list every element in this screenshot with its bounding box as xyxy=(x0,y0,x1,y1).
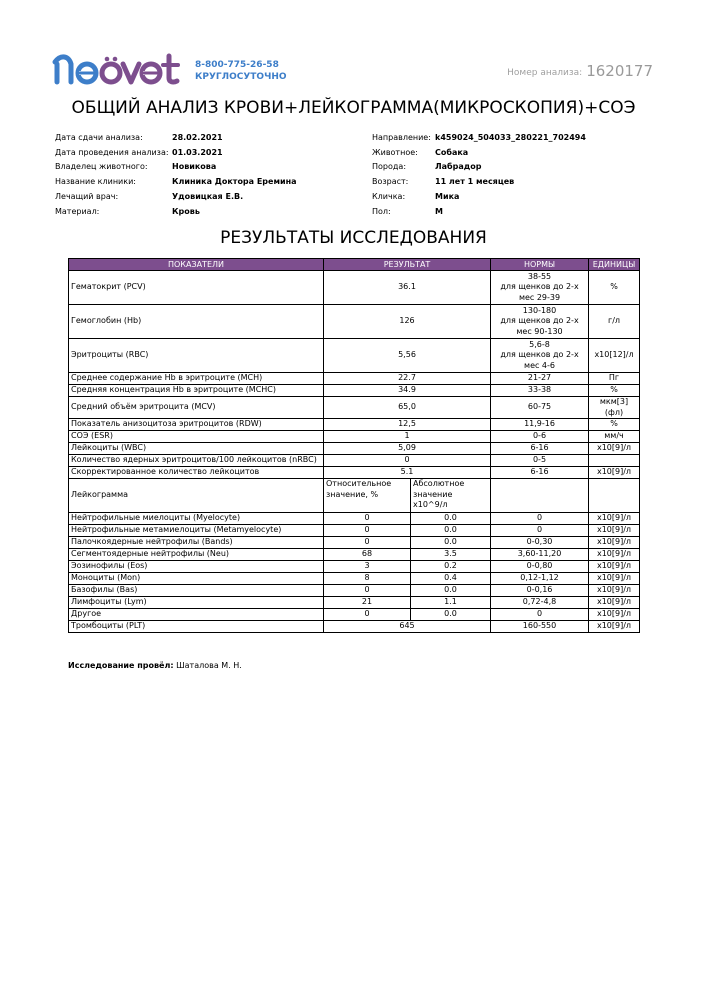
unit-value: x10[9]/л xyxy=(589,609,640,621)
indicator-name: Средний объём эритроцита (MCV) xyxy=(69,397,324,419)
header-line: Относительное xyxy=(326,479,392,488)
indicator-name: Количество ядерных эритроцитов/100 лейкоцитов (nRBC) xyxy=(69,455,324,467)
unit-value: x10[9]/л xyxy=(589,561,640,573)
info-label: Дата сдачи анализа: xyxy=(55,133,143,142)
unit-value: % xyxy=(589,271,640,305)
norm-value xyxy=(491,419,589,431)
relative-value-header xyxy=(324,479,411,513)
info-row xyxy=(55,131,297,146)
norm-value: 0,72-4,8 xyxy=(491,597,589,609)
header-norms: НОРМЫ xyxy=(491,259,589,271)
result-value: 645 xyxy=(324,621,491,633)
norm-value: 0 xyxy=(491,513,589,525)
norm-line: 21-27 xyxy=(527,373,552,383)
norm-value: 0-0,80 xyxy=(491,561,589,573)
neovet-logo xyxy=(51,50,189,90)
norm-line: 6-16 xyxy=(530,467,549,477)
relative-value: 0 xyxy=(324,513,411,525)
info-left xyxy=(55,131,297,219)
table-row xyxy=(69,597,640,609)
page-title: ОБЩИЙ АНАЛИЗ КРОВИ+ЛЕЙКОГРАММА(МИКРОСКОПИЯ)+СОЭ xyxy=(71,98,636,118)
info-value: Кровь xyxy=(172,206,200,216)
norm-value: 3,60-11,20 xyxy=(491,549,589,561)
table-row xyxy=(69,609,640,621)
absolute-value-header xyxy=(411,479,491,513)
norm-value: 160-550 xyxy=(491,621,589,633)
unit-value: x10[9]/л xyxy=(589,549,640,561)
footer xyxy=(68,661,242,670)
norm-value xyxy=(491,443,589,455)
table-row xyxy=(69,549,640,561)
table-row xyxy=(69,525,640,537)
table-row xyxy=(69,513,640,525)
indicator-name: Палочкоядерные нейтрофилы (Bands) xyxy=(69,537,324,549)
result-value: 0 xyxy=(324,455,491,467)
result-value: 12,5 xyxy=(324,419,491,431)
header-line: значение xyxy=(413,489,453,499)
absolute-value: 0.0 xyxy=(411,609,491,621)
indicator-name: Эритроциты (RBC) xyxy=(69,339,324,373)
indicator-name: Тромбоциты (PLT) xyxy=(69,621,324,633)
table-row xyxy=(69,621,640,633)
header xyxy=(0,0,707,95)
info-label: Пол: xyxy=(372,206,391,216)
info-row xyxy=(55,205,297,220)
result-value: 126 xyxy=(324,305,491,339)
info-value: М xyxy=(435,206,443,216)
leukogram-header-row xyxy=(69,479,640,513)
norm-line: для щенков до 2-х xyxy=(500,350,579,360)
results-table xyxy=(68,258,640,633)
indicator-name: Скорректированное количество лейкоцитов xyxy=(69,467,324,479)
absolute-value: 0.0 xyxy=(411,525,491,537)
table-row xyxy=(69,339,640,373)
indicator-name: Лимфоциты (Lym) xyxy=(69,597,324,609)
relative-value: 68 xyxy=(324,549,411,561)
info-row xyxy=(372,146,586,161)
indicator-name: Нейтрофильные метамиелоциты (Metamyelocyte) xyxy=(69,525,324,537)
result-value: 22.7 xyxy=(324,373,491,385)
header-line: Абсолютное xyxy=(413,479,465,488)
header-line: x10^9/л xyxy=(413,500,448,509)
norm-value: 0-0,30 xyxy=(491,537,589,549)
table-row xyxy=(69,419,640,431)
info-label: Кличка: xyxy=(372,191,406,201)
unit-value: x10[12]/л xyxy=(589,339,640,373)
absolute-value: 0.0 xyxy=(411,537,491,549)
relative-value: 0 xyxy=(324,585,411,597)
header-result: РЕЗУЛЬТАТ xyxy=(324,259,491,271)
norm-value xyxy=(491,455,589,467)
unit-value: x10[9]/л xyxy=(589,537,640,549)
norm-value xyxy=(491,431,589,443)
indicator-name: Базофилы (Bas) xyxy=(69,585,324,597)
indicator-name: Средняя концентрация Hb в эритроците (MCHC) xyxy=(69,385,324,397)
unit-value xyxy=(589,455,640,467)
table-row xyxy=(69,537,640,549)
norm-value xyxy=(491,305,589,339)
unit-value: x10[9]/л xyxy=(589,513,640,525)
table-row xyxy=(69,385,640,397)
indicator-name: Эозинофилы (Eos) xyxy=(69,561,324,573)
phone-number[interactable]: 8-800-775-26-58 xyxy=(195,60,279,70)
info-label: Владелец животного: xyxy=(55,162,148,172)
analysis-number-label: Номер анализа: xyxy=(507,68,583,78)
absolute-value: 1.1 xyxy=(411,597,491,609)
table-row xyxy=(69,443,640,455)
unit-value: x10[9]/л xyxy=(589,467,640,479)
unit-value: Пг xyxy=(589,373,640,385)
norm-line: 0-6 xyxy=(532,431,547,441)
info-value: Клиника Доктора Еремина xyxy=(172,177,297,187)
norm-line: для щенков до 2-х xyxy=(500,316,579,326)
indicator-name: Показатель анизоцитоза эритроцитов (RDW) xyxy=(69,419,324,431)
norm-line: 33-38 xyxy=(527,385,552,395)
info-value: Удовицкая Е.В. xyxy=(172,191,244,201)
table-row xyxy=(69,585,640,597)
absolute-value: 0.0 xyxy=(411,585,491,597)
norm-line: 0-5 xyxy=(532,455,547,465)
norm-value xyxy=(491,339,589,373)
absolute-value: 0.0 xyxy=(411,513,491,525)
norm-value: 0 xyxy=(491,525,589,537)
info-row xyxy=(55,160,297,175)
norm-value xyxy=(491,271,589,305)
indicator-name: Сегментоядерные нейтрофилы (Neu) xyxy=(69,549,324,561)
info-label: Животное: xyxy=(372,147,418,157)
absolute-value: 0.2 xyxy=(411,561,491,573)
table-row xyxy=(69,397,640,419)
info-value: 01.03.2021 xyxy=(172,147,223,157)
norm-line: для щенков до 2-х xyxy=(500,282,579,292)
unit-value: x10[9]/л xyxy=(589,443,640,455)
indicator-name: Гематокрит (PCV) xyxy=(69,271,324,305)
info-label: Направление: xyxy=(372,133,431,142)
indicator-name: Среднее содержание Hb в эритроците (MCH) xyxy=(69,373,324,385)
indicator-name: Гемоглобин (Hb) xyxy=(69,305,324,339)
info-row xyxy=(372,175,586,190)
norm-value xyxy=(491,373,589,385)
table-row xyxy=(69,373,640,385)
relative-value: 0 xyxy=(324,609,411,621)
indicator-name: Другое xyxy=(69,609,324,621)
relative-value: 0 xyxy=(324,525,411,537)
info-label: Возраст: xyxy=(372,177,409,187)
table-row xyxy=(69,271,640,305)
absolute-value: 0.4 xyxy=(411,573,491,585)
info-value: 11 лет 1 месяцев xyxy=(435,177,515,187)
result-value: 5,56 xyxy=(324,339,491,373)
norm-value xyxy=(491,385,589,397)
footer-label: Исследование провёл: xyxy=(68,661,174,670)
footer-value: Шаталова М. Н. xyxy=(176,661,242,670)
unit-value: x10[9]/л xyxy=(589,585,640,597)
result-value: 65,0 xyxy=(324,397,491,419)
relative-value: 21 xyxy=(324,597,411,609)
phone-note: КРУГЛОСУТОЧНО xyxy=(195,72,287,82)
info-row xyxy=(372,131,586,146)
table-row xyxy=(69,431,640,443)
unit-value: x10[9]/л xyxy=(589,621,640,633)
info-row xyxy=(55,175,297,190)
relative-value: 8 xyxy=(324,573,411,585)
result-value: 36.1 xyxy=(324,271,491,305)
info-row xyxy=(372,190,586,205)
indicator-name: Нейтрофильные миелоциты (Myelocyte) xyxy=(69,513,324,525)
info-label: Лечащий врач: xyxy=(55,191,119,201)
info-value: Лабрадор xyxy=(435,162,482,172)
unit-value: x10[9]/л xyxy=(589,573,640,585)
norm-value: 0,12-1,12 xyxy=(491,573,589,585)
results-table-body xyxy=(69,271,640,633)
result-value: 5,09 xyxy=(324,443,491,455)
header-units: ЕДИНИЦЫ xyxy=(589,259,640,271)
unit-value: % xyxy=(589,385,640,397)
result-value: 1 xyxy=(324,431,491,443)
norm-line: 38-55 xyxy=(527,271,552,281)
analysis-number-block xyxy=(507,62,653,80)
info-row xyxy=(372,160,586,175)
info-value: 28.02.2021 xyxy=(172,133,223,142)
header-indicators: ПОКАЗАТЕЛИ xyxy=(69,259,324,271)
norm-line: мес 29-39 xyxy=(518,292,561,302)
relative-value: 0 xyxy=(324,537,411,549)
info-right xyxy=(372,131,586,219)
results-title: РЕЗУЛЬТАТЫ ИССЛЕДОВАНИЯ xyxy=(220,228,487,248)
norm-line: мес 90-130 xyxy=(516,326,563,336)
empty-cell xyxy=(491,479,589,513)
table-row xyxy=(69,573,640,585)
table-row xyxy=(69,561,640,573)
analysis-number: 1620177 xyxy=(586,62,653,80)
info-row xyxy=(372,205,586,220)
info-value: k459024_504033_280221_702494 xyxy=(435,133,586,142)
info-label: Дата проведения анализа: xyxy=(55,147,169,157)
unit-value: x10[9]/л xyxy=(589,525,640,537)
info-label: Название клиники: xyxy=(55,177,136,187)
indicator-name: СОЭ (ESR) xyxy=(69,431,324,443)
header-line: значение, % xyxy=(326,489,379,499)
info-value: Собака xyxy=(435,147,469,157)
norm-line: 11,9-16 xyxy=(524,419,555,429)
unit-value: мм/ч xyxy=(589,431,640,443)
unit-value: x10[9]/л xyxy=(589,597,640,609)
info-value: Мика xyxy=(435,191,460,201)
norm-line: 130-180 xyxy=(522,305,557,315)
leukogram-label: Лейкограмма xyxy=(69,479,324,513)
norm-value xyxy=(491,397,589,419)
absolute-value: 3.5 xyxy=(411,549,491,561)
norm-value: 0 xyxy=(491,609,589,621)
table-row xyxy=(69,305,640,339)
norm-line: мес 4-6 xyxy=(524,360,555,370)
unit-value: г/л xyxy=(589,305,640,339)
indicator-name: Моноциты (Mon) xyxy=(69,573,324,585)
norm-line: 5,6-8 xyxy=(529,339,550,349)
relative-value: 3 xyxy=(324,561,411,573)
info-row xyxy=(55,146,297,161)
table-row xyxy=(69,467,640,479)
unit-value: мкм[3](фл) xyxy=(589,397,640,419)
norm-value: 0-0,16 xyxy=(491,585,589,597)
unit-value: % xyxy=(589,419,640,431)
empty-cell xyxy=(589,479,640,513)
table-row xyxy=(69,455,640,467)
norm-line: 60-75 xyxy=(527,402,552,412)
result-value: 34.9 xyxy=(324,385,491,397)
info-label: Порода: xyxy=(372,162,407,172)
indicator-name: Лейкоциты (WBC) xyxy=(69,443,324,455)
info-label: Материал: xyxy=(55,206,100,216)
norm-value xyxy=(491,467,589,479)
table-header-row xyxy=(69,259,640,271)
phone-block xyxy=(195,59,287,83)
result-value: 5.1 xyxy=(324,467,491,479)
norm-line: 6-16 xyxy=(530,443,549,453)
info-value: Новикова xyxy=(172,162,217,172)
info-row xyxy=(55,190,297,205)
